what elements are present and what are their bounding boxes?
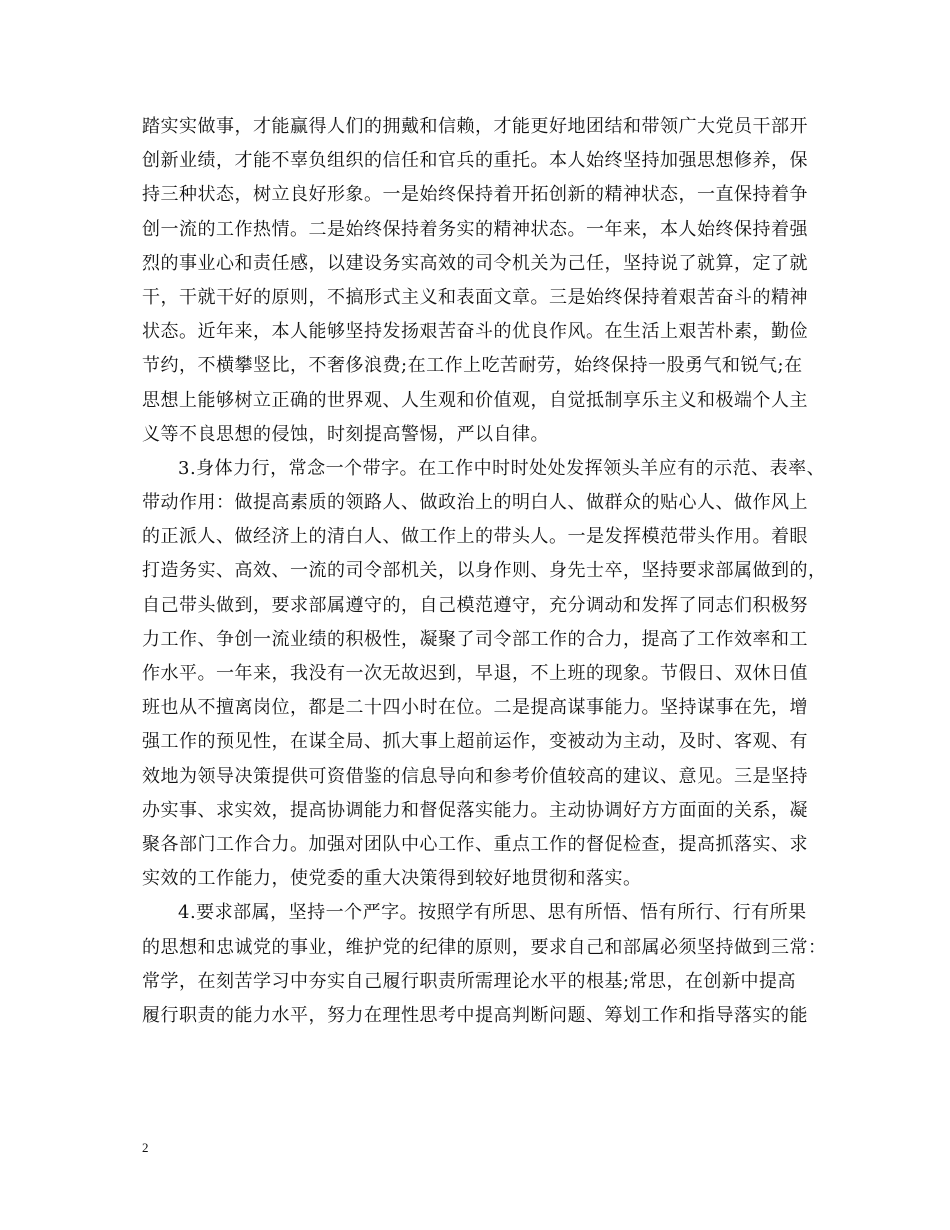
text-line: 4.要求部属，坚持一个严字。按照学有所思、思有所悟、悟有所行、行有所果 <box>178 902 807 924</box>
text-line: 效地为领导决策提供可资借鉴的信息导向和参考价值较高的建议、意见。三是坚持 <box>142 765 808 787</box>
text-line: 履行职责的能力水平，努力在理性思考中提高判断问题、筹划工作和指导落实的能 <box>142 1004 808 1026</box>
text-line: 的正派人、做经济上的清白人、做工作上的带头人。一是发挥模范带头作用。着眼 <box>142 526 808 548</box>
text-line: 力工作、争创一流业绩的积极性，凝聚了司令部工作的合力，提高了工作效率和工 <box>142 628 808 650</box>
text-line: 烈的事业心和责任感，以建设务实高效的司令机关为己任，坚持说了就算，定了就 <box>142 252 808 274</box>
text-line: 自己带头做到，要求部属遵守的，自己模范遵守，充分调动和发挥了同志们积极努 <box>142 594 808 616</box>
text-line: 3.身体力行，常念一个带字。在工作中时时处处发挥领头羊应有的示范、表率、 <box>178 457 826 479</box>
paragraph-1 <box>142 110 822 452</box>
text-line: 干，干就干好的原则，不搞形式主义和表面文章。三是始终保持着艰苦奋斗的精神 <box>142 286 808 308</box>
text-line: 义等不良思想的侵蚀，时刻提高警惕，严以自律。 <box>142 423 549 445</box>
text-line: 常学，在刻苦学习中夯实自己履行职责所需理论水平的根基;常思，在创新中提高 <box>142 970 797 992</box>
text-line: 的思想和忠诚党的事业，维护党的纪律的原则，要求自己和部属必须坚持做到三常： <box>142 936 827 958</box>
text-line: 创新业绩，才能不辜负组织的信任和官兵的重托。本人始终坚持加强思想修养，保 <box>142 150 808 172</box>
text-line: 聚各部门工作合力。加强对团队中心工作、重点工作的督促检查，提高抓落实、求 <box>142 833 808 855</box>
text-line: 创一流的工作热情。二是始终保持着务实的精神状态。一年来，本人始终保持着强 <box>142 218 808 240</box>
paragraph-section-3 <box>142 452 827 896</box>
text-line: 状态。近年来，本人能够坚持发扬艰苦奋斗的优良作风。在生活上艰苦朴素，勤俭 <box>142 321 808 343</box>
paragraph-section-4 <box>142 896 827 1033</box>
text-line: 持三种状态，树立良好形象。一是始终保持着开拓创新的精神状态，一直保持着争 <box>142 184 808 206</box>
text-line: 踏实实做事，才能赢得人们的拥戴和信赖，才能更好地团结和带领广大党员干部开 <box>142 116 808 137</box>
page-number: 2 <box>142 1140 149 1155</box>
text-line: 思想上能够树立正确的世界观、人生观和价值观，自觉抵制享乐主义和极端个人主 <box>142 389 808 411</box>
document-body <box>142 110 827 1033</box>
text-line: 带动作用：做提高素质的领路人、做政治上的明白人、做群众的贴心人、做作风上 <box>142 492 808 514</box>
text-line: 办实事、求实效，提高协调能力和督促落实能力。主动协调好方方面面的关系，凝 <box>142 799 808 821</box>
text-line: 节约，不横攀竖比，不奢侈浪费;在工作上吃苦耐劳，始终保持一股勇气和锐气;在 <box>142 355 803 377</box>
text-line: 班也从不擅离岗位，都是二十四小时在位。二是提高谋事能力。坚持谋事在先，增 <box>142 697 808 719</box>
text-line: 实效的工作能力，使党委的重大决策得到较好地贯彻和落实。 <box>142 868 642 890</box>
text-line: 强工作的预见性，在谋全局、抓大事上超前运作，变被动为主动，及时、客观、有 <box>142 731 808 753</box>
text-line: 作水平。一年来，我没有一次无故迟到，早退，不上班的现象。节假日、双休日值 <box>142 663 808 684</box>
text-line: 打造务实、高效、一流的司令部机关，以身作则、身先士卒，坚持要求部属做到的， <box>142 560 827 582</box>
